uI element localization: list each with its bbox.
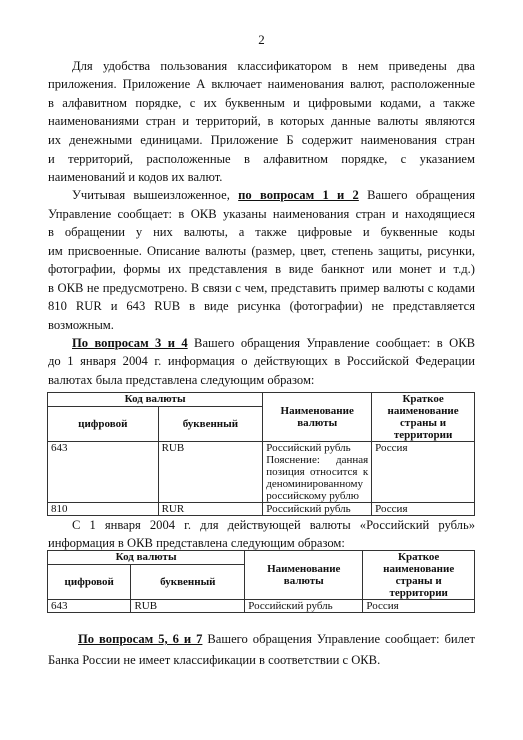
header-currency-name: Наименование валюты [263,393,372,442]
p4-line-1: С 1 января 2004 г. для действующей валюты «Российский рубль» [72,518,475,532]
p2-line-2: Управление сообщает: в ОКВ указаны наименования стран и находящиеся [48,207,475,221]
p3-emphasis: По вопросам 3 и 4 [72,336,188,350]
p3-line-3: валютах была представлена следующим образом: [48,373,315,387]
currency-table-from-2004 [47,550,475,613]
p2-line-8: возможным. [48,318,114,332]
cell-name: Российский рубль [263,503,372,516]
p2-line-4: им присвоенные. Описание валюты (размер, цвет, степень защиты, рисунки, [48,244,475,258]
cell-letter: RUB [131,600,245,613]
p3-rest: Вашего обращения Управление сообщает: в ОКВ [194,336,475,350]
p2-line-3: в обращении у них валюты, а также цифровые и буквенные коды [48,225,475,239]
p5-emphasis: По вопросам 5, 6 и 7 [78,632,203,646]
note-line-3: деноминированному [266,478,363,490]
cell-country: Россия [372,442,475,503]
currency-table-before-2004 [47,392,475,516]
header-digital: цифровой [48,406,159,441]
p2-lead: Учитывая вышеизложенное, [72,188,230,202]
cell-name-with-note [263,442,372,503]
note-line-4: российскому рублю [266,490,359,502]
p1-line-3: в алфавитном порядке, с их буквенным и цифровыми кодами, а также [48,96,475,110]
header-currency-code: Код валюты [48,393,263,407]
p5-line-1 [48,630,475,648]
header-digital: цифровой [48,564,131,599]
p1-line-4: наименованиями стран и территорий, в которых данные валюты являются [48,114,475,128]
p3-line-2: до 1 января 2004 г. информация о действующих в Российской Федерации [48,354,475,368]
p1-line-2: приложения. Приложение А включает наименования валют, расположенные [48,77,475,91]
note-line-1: Пояснение: данная [266,454,369,466]
p2-rest: Вашего обращения [367,188,475,202]
page-number: 2 [258,32,265,47]
cell-digital: 810 [48,503,159,516]
p2-line-5: фотографии, формы их представления в виде банкнот или монет и т.д.) [48,262,475,276]
cell-note [266,454,368,502]
cell-name: Российский рубль [266,442,351,454]
cell-name: Российский рубль [245,600,363,613]
cell-country: Россия [363,600,475,613]
p5-rest: Вашего обращения Управление сообщает: билет [207,632,475,646]
header-letter: буквенный [158,406,263,441]
p2-line-6: в ОКВ не предусмотрено. В связи с чем, представить пример валюты с кодами [48,281,475,295]
cell-country: Россия [372,503,475,516]
cell-letter: RUR [158,503,263,516]
cell-digital: 643 [48,600,131,613]
note-line-2: позиция относится к [266,466,369,478]
header-country-name: Краткое наименование страны и территории [372,393,475,442]
p2-emphasis: по вопросам 1 и 2 [238,188,359,202]
p1-line-6: и территорий, расположенные в алфавитном порядке, с указанием [48,152,475,166]
p1-line-7: наименований и кодов их валют. [48,170,223,184]
p1-line-1: Для удобства пользования классификатором в нем приведены два [72,59,475,73]
header-letter: буквенный [131,564,245,599]
cell-letter: RUB [158,442,263,503]
p2-line-1 [48,186,475,204]
p5-line-2: Банка России не имеет классификации в соответствии с ОКВ. [48,653,381,667]
header-currency-name: Наименование валюты [245,551,363,600]
p4-line-2: информация в ОКВ представлена следующим образом: [48,536,345,550]
cell-digital: 643 [48,442,159,503]
p2-line-7: 810 RUR и 643 RUB в виде рисунка (фотографии) не представляется [48,299,475,313]
p3-line-1 [48,334,475,352]
header-currency-code: Код валюты [48,551,245,565]
p1-line-5: их денежными единицами. Приложение Б содержит наименования стран [48,133,475,147]
header-country-name: Краткое наименование страны и территории [363,551,475,600]
